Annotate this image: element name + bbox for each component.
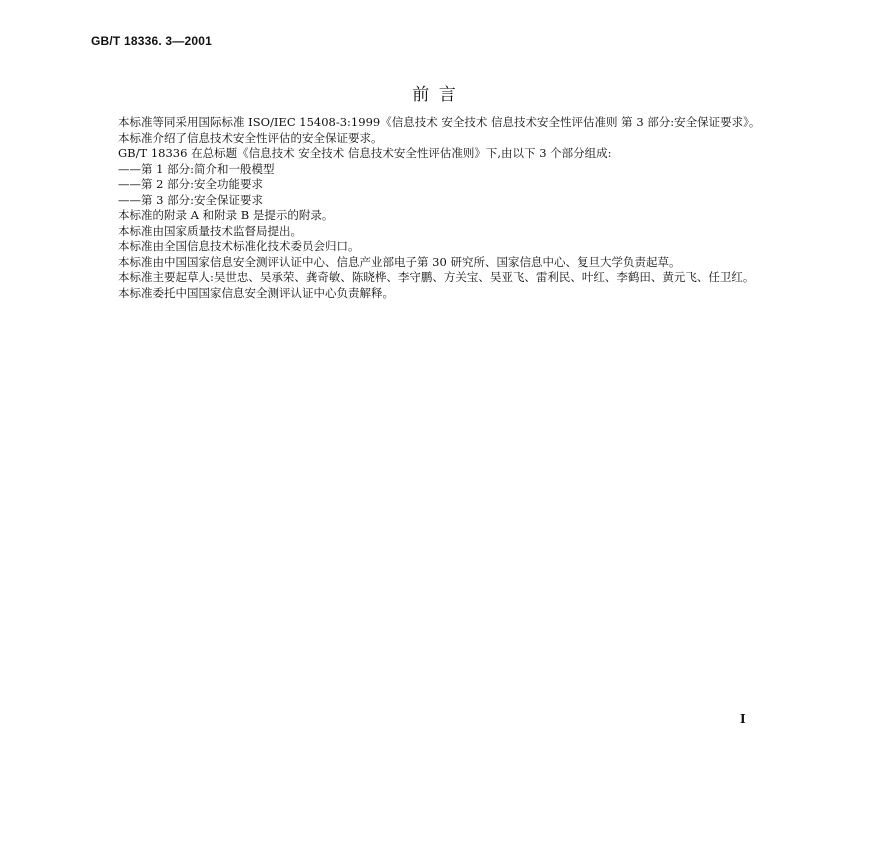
- list-item-part-1: ——第 1 部分:简介和一般模型: [118, 161, 275, 176]
- standard-code: GB/T 18336. 3—2001: [91, 34, 213, 48]
- paragraph-drafting-org: 本标准由中国国家信息安全测评认证中心、信息产业部电子第 30 研究所、国家信息中心、复旦大学负责起草。: [118, 254, 681, 269]
- paragraph-interpretation: 本标准委托中国国家信息安全测评认证中心负责解释。: [118, 285, 394, 300]
- page-title: 前 言: [412, 85, 458, 105]
- paragraph-adoption: 本标准等同采用国际标准 ISO/IEC 15408-3:1999《信息技术 安全技术 信息技术安全性评估准则 第 3 部分:安全保证要求》。: [118, 115, 761, 129]
- paragraph-proposer: 本标准由国家质量技术监督局提出。: [118, 223, 302, 238]
- foreword-body: [94, 115, 774, 301]
- paragraph-drafters: 本标准主要起草人:吴世忠、吴承荣、龚奇敏、陈晓桦、李守鹏、方关宝、吴亚飞、雷利民、叶红、李鹤田、黄元飞、任卫红。: [118, 270, 755, 284]
- page-number: I: [740, 712, 746, 726]
- paragraph-structure: GB/T 18336 在总标题《信息技术 安全技术 信息技术安全性评估准则》下,由以下 3 个部分组成:: [118, 146, 612, 160]
- list-item-part-2: ——第 2 部分:安全功能要求: [118, 177, 264, 191]
- paragraph-introduction: 本标准介绍了信息技术安全性评估的安全保证要求。: [118, 130, 383, 145]
- list-item-part-3: ——第 3 部分:安全保证要求: [118, 192, 264, 207]
- paragraph-appendices: 本标准的附录 A 和附录 B 是提示的附录。: [118, 208, 334, 222]
- paragraph-committee: 本标准由全国信息技术标准化技术委员会归口。: [118, 239, 360, 253]
